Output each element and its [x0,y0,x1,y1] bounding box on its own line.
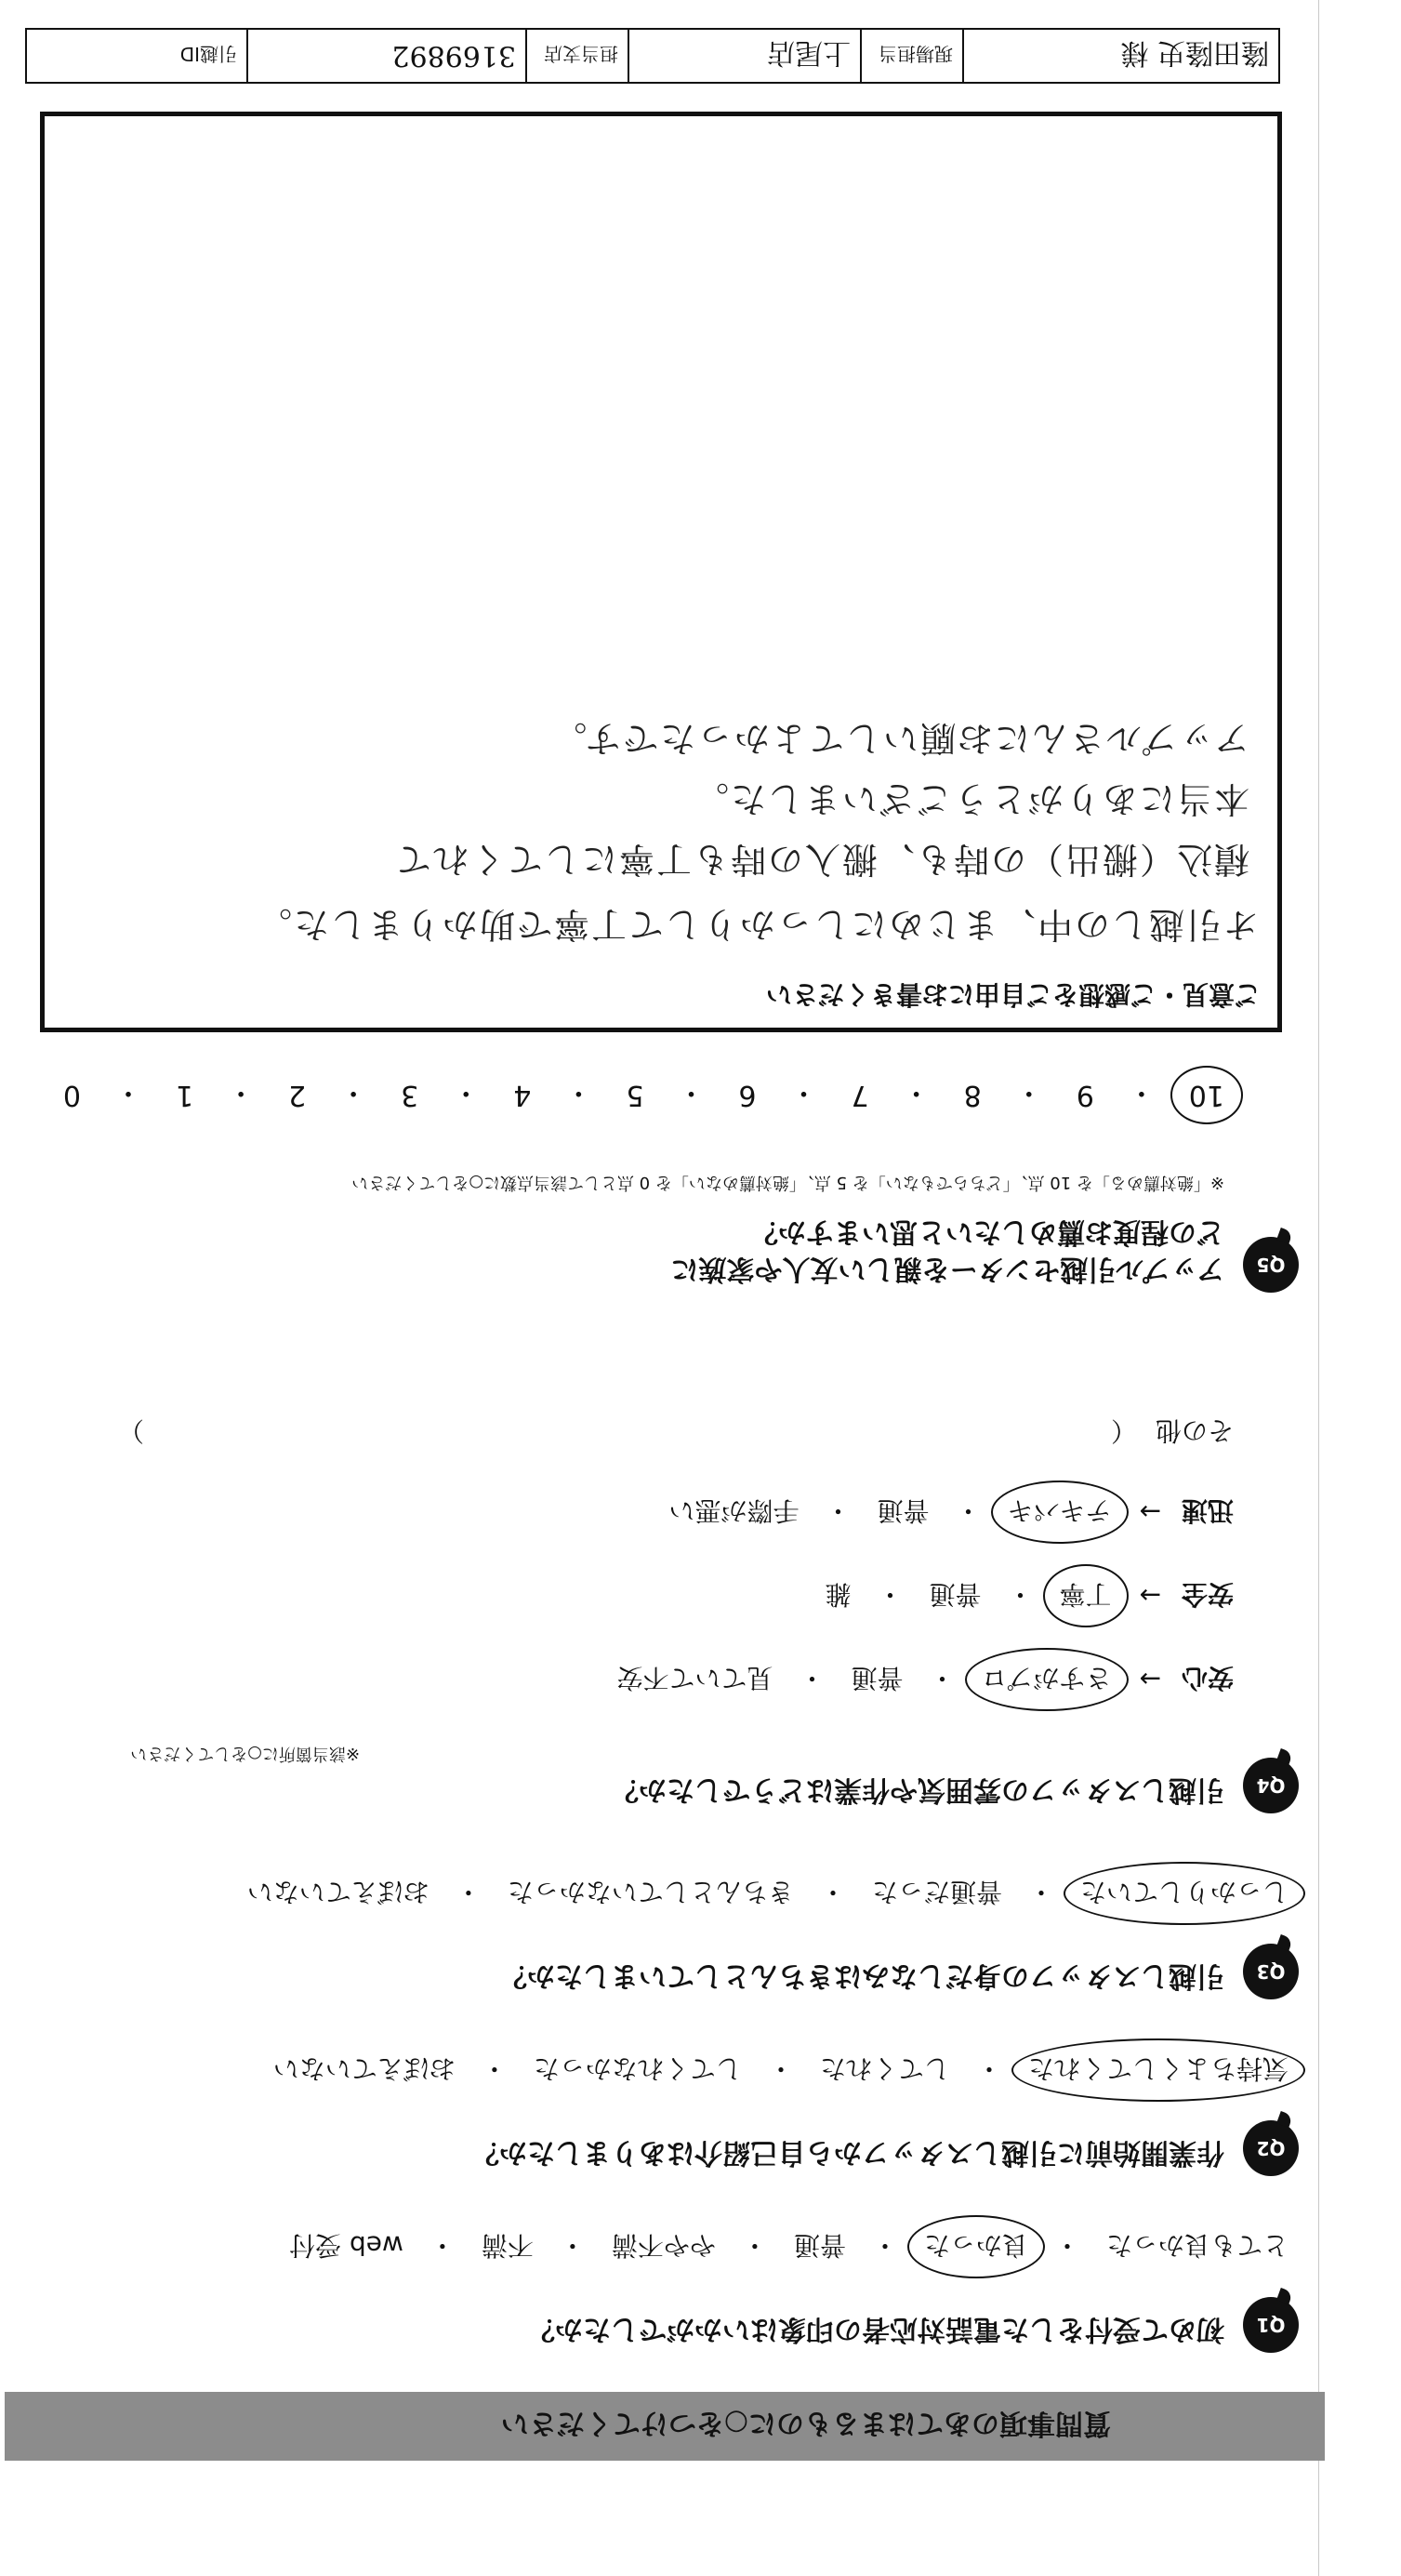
q4-option[interactable]: 普通 [929,1579,982,1610]
question-2-text: 作業開始前に引越しスタッフから自己紹介はありましたか？ [471,2136,1224,2169]
id-label-cell [27,30,246,82]
scale-option[interactable]: 0 [62,1079,81,1112]
handwritten-line: 積込（搬出）の時も、搬入の時も丁寧にしてくれて [393,839,1249,880]
q5-icon: Q5 [1243,1237,1299,1293]
q1-options: とても良かった ・ 良かった ・ 普通 ・ やや不満 ・ 不満 ・ web 受付 [284,2224,1294,2269]
q2-option[interactable]: おぼえていない [272,2053,456,2084]
scale-option[interactable]: 8 [963,1079,982,1112]
footer-table [25,28,1280,84]
question-5-note: ※「絶対薦める」を 10 点、「どちらでもない」を 5 点、「絶対薦めない」を 0 点として該当点数に○をしてください [351,1173,1224,1192]
q1-option-selected[interactable]: 良かった [919,2224,1034,2269]
scale-option[interactable]: 5 [626,1079,644,1112]
row-label: 安全 [1181,1579,1234,1610]
instruction-text: 質問事項のあてはまるものに○をつけてください [500,2407,1111,2439]
scale-option[interactable]: 4 [513,1079,532,1112]
question-1-text: 初めて受付をした電話対応者の印象はいかがでしたか？ [527,2313,1224,2345]
leader-label-cell [860,30,962,82]
question-5-text-1: アップル引越センターを親しい友人や家族に [670,1253,1224,1285]
q4-option[interactable]: 見ていて不安 [616,1663,773,1693]
scale-option[interactable]: 6 [738,1079,757,1112]
q4-row-anzen: 安全 → 丁寧 ・ 普通 ・ 雑 [819,1573,1234,1618]
q4-other-label: その他 [1155,1415,1234,1446]
scale-option-selected[interactable]: 10 [1180,1078,1234,1114]
instruction-bar [5,2392,1325,2461]
question-4-note: ※該当箇所に○をしてください [130,1744,360,1763]
q3-option-selected[interactable]: しっかりしていた [1075,1871,1294,1916]
q4-icon: Q4 [1243,1758,1299,1813]
q1-option[interactable]: とても良かった [1105,2230,1289,2261]
q5-scale: 10 ・ 9 ・ 8 ・ 7 ・ 6 ・ 5 ・ 4 ・ 3 ・ 2 ・ 1 ・ 0 [54,1075,1234,1116]
row-label: 安心 [1181,1663,1234,1693]
q1-option[interactable]: 普通 [793,2230,846,2261]
question-3-text: 引越しスタッフの身だしなみはきちんとしていましたか？ [499,1959,1224,1992]
q4-option-selected[interactable]: さすがプロ [976,1657,1117,1702]
q2-option-selected[interactable]: 気持ちよくしてくれた [1023,2048,1294,2092]
q2-option[interactable]: してくれた [819,2053,950,2084]
scale-option[interactable]: 7 [851,1079,869,1112]
q3-option[interactable]: おぼえていない [246,1877,430,1907]
q4-option[interactable]: 手際が悪い [668,1495,800,1526]
q1-option[interactable]: 不満 [481,2230,534,2261]
page-edge [1318,0,1319,2576]
staff-label: 担当支店 [544,43,618,66]
staff-value: 上尾店 [767,36,851,69]
q1-option[interactable]: web 受付 [289,2230,403,2261]
q4-other-close: ） [117,1415,144,1446]
row-label: 迅速 [1181,1495,1234,1526]
q4-option[interactable]: 普通 [851,1663,904,1693]
id-value-cell [246,30,525,82]
comment-title: ご意見・ご感想をご自由にお書きください [765,979,1261,1010]
scale-option[interactable]: 9 [1076,1079,1094,1112]
handwritten-line: オ引越しの中、まじめにしっかりして丁寧で助かりました。 [254,904,1259,945]
id-value: 3169892 [391,39,516,73]
q4-other-row [62,1414,1234,1451]
scale-option[interactable]: 1 [175,1079,194,1112]
q2-option[interactable]: してくれなかった [533,2053,742,2084]
handwritten-line: アップルさんにお願いしてよかったです。 [549,718,1249,759]
q1-icon: Q1 [1243,2297,1299,2353]
id-label: 引越ID [179,43,237,66]
scale-option[interactable]: 2 [288,1079,307,1112]
scale-option[interactable]: 3 [401,1079,419,1112]
question-4-text: 引越しスタッフの雰囲気や作業はどうでしたか？ [611,1773,1224,1806]
q4-option[interactable]: 普通 [877,1495,930,1526]
leader-value-cell [962,30,1278,82]
leader-value: 隆田隆史 様 [1120,36,1269,69]
q1-option[interactable]: やや不満 [611,2230,716,2261]
q3-option[interactable]: 普通だった [871,1877,1002,1907]
q3-options: しっかりしていた ・ 普通だった ・ きちんとしていなかった ・ おぼえていない [242,1871,1294,1916]
q4-option[interactable]: 雑 [825,1579,852,1610]
q4-other-open: （ [1110,1415,1137,1446]
q3-icon: Q3 [1243,1944,1299,1999]
q4-row-jinsoku: 迅速 → テキパキ ・ 普通 ・ 手際が悪い [663,1490,1234,1534]
handwritten-line: 本当にありがとうございました。 [691,778,1249,819]
staff-value-cell [628,30,860,82]
q4-option-selected[interactable]: テキパキ [1002,1490,1117,1534]
q2-icon: Q2 [1243,2120,1299,2176]
question-5-text-2: どの程度お薦めしたいと思いますか？ [750,1215,1224,1248]
leader-label: 現場担当 [879,43,953,66]
q3-option[interactable]: きちんとしていなかった [507,1877,794,1907]
q4-row-anshin: 安心 → さすがプロ ・ 普通 ・ 見ていて不安 [611,1657,1234,1702]
comment-box[interactable] [40,112,1282,1032]
q4-option-selected[interactable]: 丁寧 [1054,1573,1117,1618]
staff-label-cell [525,30,628,82]
q2-options: 気持ちよくしてくれた ・ してくれた ・ してくれなかった ・ おぼえていない [268,2048,1294,2092]
